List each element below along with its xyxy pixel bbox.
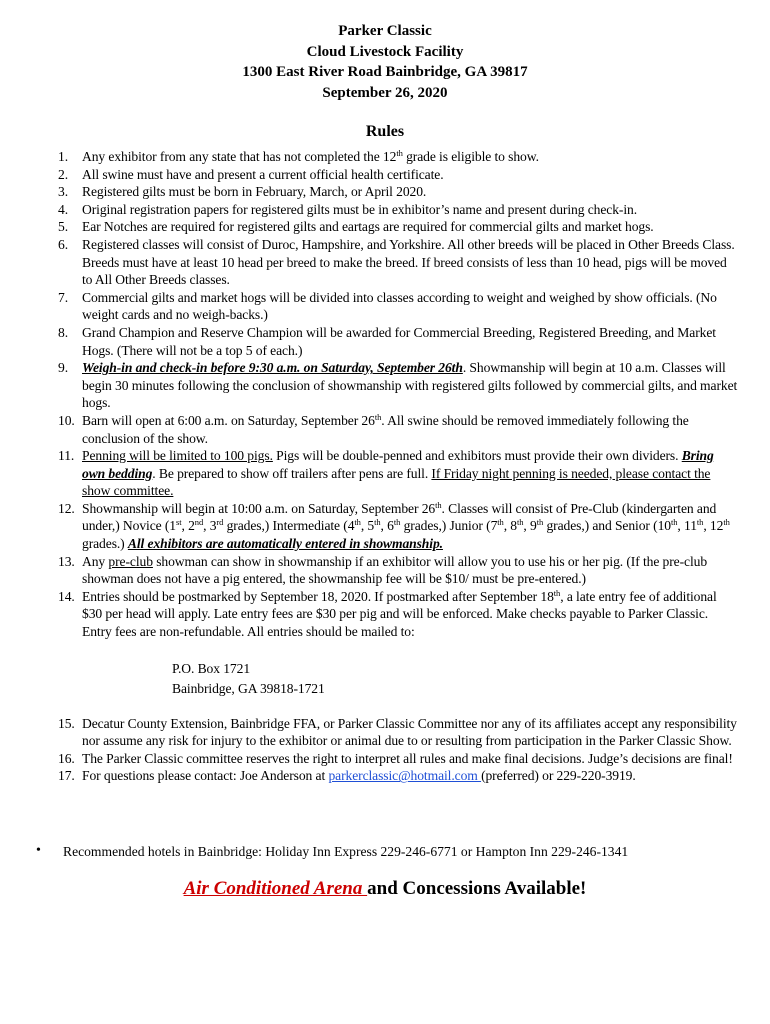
rule-text: For questions please contact: Joe Anderson at <box>82 768 329 784</box>
rule-number: 13. <box>58 553 75 569</box>
superscript: th <box>435 499 442 510</box>
rule-text: Commercial gilts and market hogs will be divided into classes according to weight and weighed by show officials. (No weight cards and no weigh-backs.) <box>82 289 717 323</box>
city-state-zip: Bainbridge, GA 39818-1721 <box>172 680 325 696</box>
concessions-text: and Concessions Available! <box>367 878 587 899</box>
rule-text: , 11 <box>677 518 697 534</box>
superscript: th <box>536 517 544 528</box>
superscript: th <box>393 517 401 528</box>
rule-number: 15. <box>58 715 75 731</box>
superscript: rd <box>216 517 224 528</box>
po-box: P.O. Box 1721 <box>172 660 251 676</box>
rule-item <box>58 218 738 236</box>
superscript: th <box>396 148 403 158</box>
rule-text: . All swine should be removed immediately following the conclusion of the show. <box>82 412 689 446</box>
rule-text: (preferred) or 229-220-3919. <box>481 768 636 784</box>
rule-item <box>58 767 738 785</box>
superscript: th <box>497 517 504 528</box>
rule-text: grades,) Intermediate (4 <box>223 518 355 534</box>
rule-text: Barn will open at 6:00 a.m. on Saturday, September 26 <box>82 412 375 428</box>
rule-text: Grand Champion and Reserve Champion will be awarded for Commercial Breeding, Registered Breeding, and Market Hogs. (There will not be a top 5 of each.) <box>82 324 716 358</box>
rule-item <box>58 148 738 166</box>
superscript: th <box>374 411 382 422</box>
rule-item <box>58 236 738 289</box>
facility-name: Cloud Livestock Facility <box>306 43 464 60</box>
rule-text: Entries should be postmarked by September 18, 2020. If postmarked after September 18 <box>82 588 554 604</box>
rule-number: 8. <box>58 324 68 340</box>
rule-item <box>58 324 738 359</box>
rule-item <box>58 588 738 699</box>
superscript: th <box>553 587 561 598</box>
rule-number: 1. <box>58 149 68 164</box>
rule-text: Any <box>82 553 109 569</box>
showmanship-auto-entry: All exhibitors are automatically entered in showmanship. <box>127 536 443 552</box>
rule-text: grades,) Junior (7 <box>400 518 498 534</box>
rules-heading: Rules <box>365 123 405 140</box>
rule-text: , 3 <box>203 518 217 534</box>
rule-item <box>58 553 738 588</box>
air-conditioned-arena: Air Conditioned Arena <box>183 878 368 899</box>
rule-text: , 6 <box>380 518 394 534</box>
event-date: September 26, 2020 <box>322 84 448 101</box>
rule-number: 12. <box>58 500 75 516</box>
superscript: th <box>670 517 678 528</box>
rule-text: Original registration papers for registered gilts must be in exhibitor’s name and present during check-in. <box>82 201 638 217</box>
footer-banner <box>0 878 770 900</box>
rule-item <box>58 500 738 553</box>
rule-text: . Be prepared to show off trailers after pens are full. <box>152 465 432 481</box>
rule-number: 6. <box>58 236 68 252</box>
bedding-note: Bring own bedding <box>82 448 714 481</box>
rule-number: 3. <box>58 184 68 200</box>
facility-address: 1300 East River Road Bainbridge, GA 39817 <box>242 64 528 80</box>
rule-number: 11. <box>58 448 75 464</box>
rule-number: 5. <box>58 219 68 235</box>
rule-item <box>58 750 738 768</box>
superscript: th <box>723 517 730 528</box>
superscript: nd <box>194 517 204 528</box>
rule-text: Pigs will be double-penned and exhibitors must provide their own dividers. <box>272 448 682 464</box>
rule-number: 4. <box>58 201 68 217</box>
bullet-icon: • <box>36 843 41 858</box>
pre-club-term: pre-club <box>108 553 153 569</box>
superscript: th <box>696 517 704 528</box>
rule-text: grades,) and Senior (10 <box>543 518 671 534</box>
document-header <box>0 0 770 141</box>
rule-text: . Showmanship will begin at 10 a.m. Classes will begin 30 minutes following the conclusion of showmanship with registered gilts followed by commercial gilts, and market hogs. <box>82 360 738 411</box>
penning-limit: Penning will be limited to 100 pigs. <box>82 448 273 464</box>
rule-text: Ear Notches are required for registered gilts and eartags are required for commercial gilts and market hogs. <box>82 219 654 235</box>
rule-text: , 8 <box>503 518 517 534</box>
rule-text: , 9 <box>523 518 537 534</box>
rules-list <box>58 148 738 785</box>
contact-email-link[interactable]: parkerclassic@hotmail.com <box>328 768 482 784</box>
rule-item <box>58 201 738 219</box>
rule-text: Any exhibitor from any state that has not completed the 12 <box>82 149 397 164</box>
superscript: st <box>176 517 182 528</box>
weigh-in-deadline: Weigh-in and check-in before 9:30 a.m. on Saturday, September 26th <box>82 360 463 376</box>
mailing-address <box>82 659 738 699</box>
rule-text: The Parker Classic committee reserves the right to interpret all rules and make final decisions. Judge’s decisions are final! <box>82 750 733 766</box>
hotel-text: Recommended hotels in Bainbridge: Holiday Inn Express 229-246-6771 or Hampton Inn 229-246-1341 <box>63 844 629 859</box>
event-name: Parker Classic <box>338 23 432 39</box>
rule-item <box>58 289 738 324</box>
rule-text: Registered gilts must be born in February, March, or April 2020. <box>82 184 427 200</box>
rule-item <box>58 412 738 447</box>
rule-item <box>58 166 738 184</box>
rule-number: 14. <box>58 588 75 604</box>
rule-text: , 2 <box>181 518 195 534</box>
rule-text: showman can show in showmanship if an exhibitor will allow you to use his or her pig. (If the pre-club showman does not have a pig entered, the showmanship fee will be $10/ must be pre-entered.) <box>82 553 708 587</box>
rule-item <box>58 447 738 500</box>
rule-text: , a late entry fee of additional $30 per head will apply. Late entry fees are $30 per pig and will be enforced. Make checks payable to Parker Classic. Entry fees are non-refundable. All entries should be mailed to: <box>82 588 717 640</box>
rule-number: 7. <box>58 289 68 305</box>
superscript: th <box>354 517 361 528</box>
superscript: th <box>374 517 381 528</box>
rule-text: , 5 <box>360 518 375 534</box>
friday-penning-note: If Friday night penning is needed, please contact the show committee. <box>82 465 711 499</box>
rule-item <box>58 359 738 412</box>
rule-item <box>58 183 738 201</box>
rule-number: 10. <box>58 412 75 428</box>
rule-text: grade is eligible to show. <box>402 149 539 164</box>
rule-text: All swine must have and present a current official health certificate. <box>82 166 444 182</box>
rule-text: Registered classes will consist of Duroc, Hampshire, and Yorkshire. All other breeds will be placed in Other Breeds Class. Breeds must have at least 10 head per breed to make the breed. If breed consists of less than 10 head, pigs will be moved to All Other Breeds classes. <box>82 236 735 288</box>
rule-number: 9. <box>58 360 68 376</box>
rule-text: , 12 <box>703 518 724 534</box>
rule-text: Decatur County Extension, Bainbridge FFA, or Parker Classic Committee nor any of its affiliates accept any responsibility nor assume any risk for injury to the exhibitor or animal due to or resulting from participation in the Parker Classic Show. <box>82 715 737 749</box>
rule-number: 2. <box>58 166 68 182</box>
rule-number: 17. <box>58 768 75 784</box>
rule-text: Showmanship will begin at 10:00 a.m. on Saturday, September 26 <box>82 500 436 516</box>
rule-number: 16. <box>58 750 75 766</box>
superscript: th <box>517 517 524 528</box>
rule-item <box>58 715 738 750</box>
rule-text: . Classes will consist of Pre-Club (kindergarten and under,) Novice (1 <box>82 500 717 534</box>
rule-text: grades.) <box>82 536 128 552</box>
